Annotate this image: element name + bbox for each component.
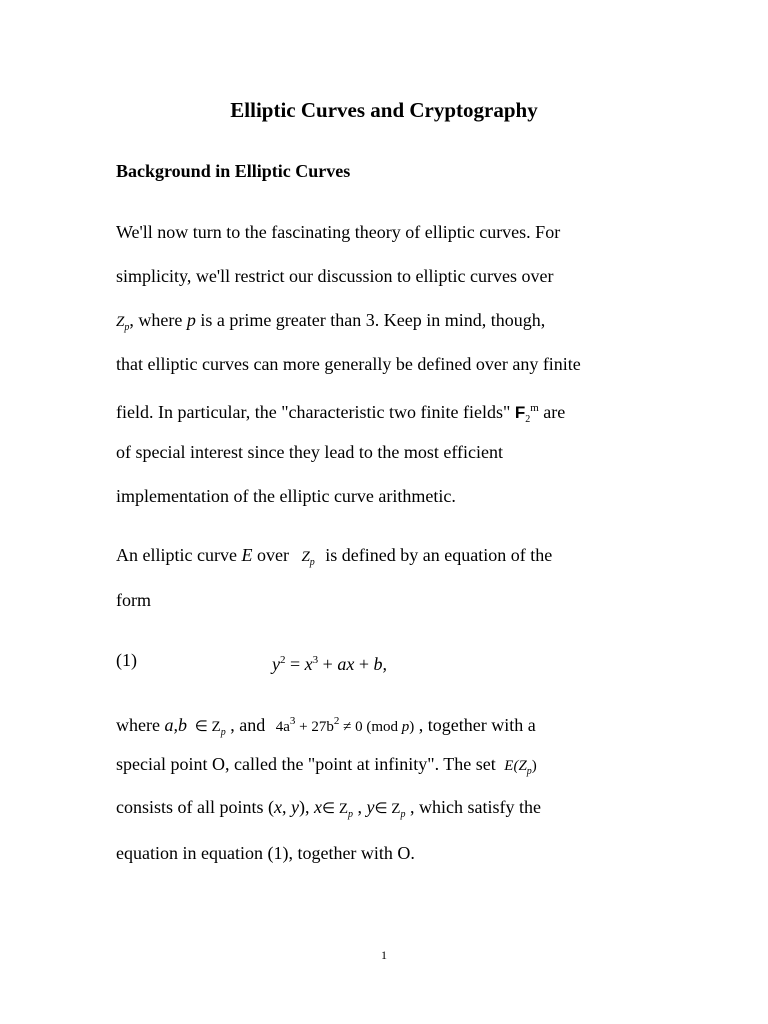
paragraph-2-line-1 <box>116 545 552 573</box>
text-fragment: , <box>282 797 291 817</box>
text-fragment: is defined by an equation of the <box>320 545 553 565</box>
text-fragment: over <box>252 545 294 565</box>
math-subscript-p: p <box>124 322 130 333</box>
math-subscript-p: p <box>347 809 353 820</box>
text-fragment: , together with a <box>414 715 536 735</box>
math-a-b: a,b <box>164 715 187 735</box>
math-paren: ) <box>531 758 537 774</box>
math-p: p <box>401 719 410 735</box>
text-fragment: consists of all points ( <box>116 797 274 817</box>
paragraph-1-line-5 <box>116 398 565 430</box>
paragraph-3-line-1 <box>116 711 536 743</box>
math-y: y <box>366 797 375 817</box>
math-subscript-p: p <box>400 809 406 820</box>
text-fragment: are <box>538 402 566 422</box>
math-operator: = <box>285 654 305 674</box>
text-fragment: field. In particular, the "characteristic two finite fields" <box>116 402 515 422</box>
paragraph-1-line-2: simplicity, we'll restrict our discussion to elliptic curves over <box>116 266 554 286</box>
math-27b: + 27b <box>295 719 334 735</box>
field-superscript-m: m <box>530 402 539 414</box>
math-Z: Z <box>116 314 125 330</box>
text-fragment: ), <box>299 797 314 817</box>
math-operator: + <box>318 654 338 674</box>
math-4a: 4a <box>275 719 290 735</box>
math-ax: ax <box>337 654 355 674</box>
math-exponent: 3 <box>312 654 319 666</box>
math-neq-mod: ≠ 0 (mod <box>339 719 402 735</box>
paragraph-3-line-3 <box>116 797 541 825</box>
math-E: E <box>241 545 253 565</box>
field-F-symbol: F <box>514 403 526 422</box>
math-y: y <box>291 797 299 817</box>
math-set-E: E(Z <box>504 758 527 774</box>
paragraph-1-line-1: We'll now turn to the fascinating theory of elliptic curves. For <box>116 222 561 242</box>
text-fragment: , <box>352 797 367 817</box>
math-exponent: 3 <box>289 715 296 727</box>
text-fragment: , where <box>129 310 187 330</box>
math-subscript-p: p <box>526 766 532 777</box>
document-title: Elliptic Curves and Cryptography <box>230 98 538 122</box>
text-fragment: , which satisfy the <box>405 797 541 817</box>
math-membership: ∈ Z <box>322 801 348 817</box>
math-exponent: 2 <box>280 654 286 666</box>
page-number: 1 <box>381 948 387 962</box>
paragraph-3-line-2 <box>116 754 537 782</box>
math-paren: ) <box>409 719 415 735</box>
text-fragment: special point O, called the "point at infinity". The set <box>116 754 501 774</box>
text-fragment: , and <box>225 715 270 735</box>
math-exponent: 2 <box>333 715 340 727</box>
paragraph-1-line-6: of special interest since they lead to the most efficient <box>116 442 504 462</box>
paragraph-3-line-4: equation in equation (1), together with O. <box>116 843 415 863</box>
math-x: x <box>274 797 282 817</box>
equation-1 <box>272 650 387 674</box>
equation-number: (1) <box>116 650 137 670</box>
field-subscript-2: 2 <box>525 414 531 425</box>
paragraph-1-line-4: that elliptic curves can more generally be defined over any finite <box>116 354 581 374</box>
section-heading: Background in Elliptic Curves <box>116 161 351 181</box>
math-Z: Z <box>301 549 310 565</box>
text-fragment: where <box>116 715 165 735</box>
paragraph-1-line-7: implementation of the elliptic curve arithmetic. <box>116 486 456 506</box>
text-fragment: is a prime greater than 3. Keep in mind, though, <box>195 310 546 330</box>
math-membership: ∈ Z <box>374 801 401 817</box>
math-b: b, <box>373 654 387 674</box>
math-subscript-p: p <box>220 727 226 738</box>
math-y: y <box>272 654 280 674</box>
math-p: p <box>186 310 196 330</box>
math-x: x <box>304 654 313 674</box>
paragraph-2-line-2: form <box>116 590 151 610</box>
math-subscript-p: p <box>309 557 315 568</box>
math-operator: + <box>354 654 374 674</box>
text-fragment: An elliptic curve <box>116 545 242 565</box>
math-membership: ∈ Z <box>190 719 221 735</box>
math-x: x <box>314 797 322 817</box>
discriminant-condition <box>275 715 415 735</box>
paragraph-1-line-3 <box>116 310 545 338</box>
